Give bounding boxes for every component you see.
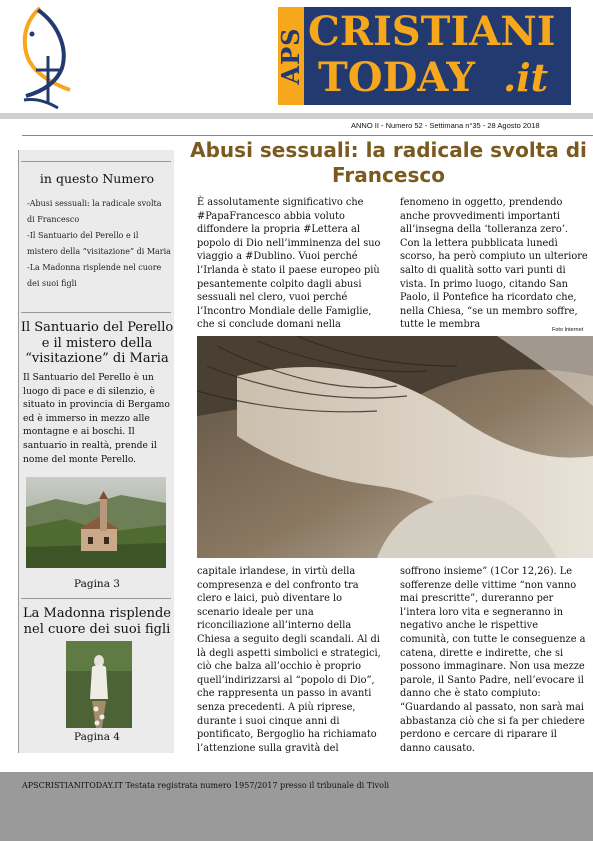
article-title: Abusi sessuali: la radicale svolta di Francesco (190, 138, 587, 187)
article-column-3: capitale irlandese, in virtù della compresenza e del confronto tra clero e laici, può diventare lo scenario ideale per una riconciliazione all’interno della Chiesa a seguito degli scandali. Al di là degli aspetti simbolici e strategici, ciò che balza all’occhio è proprio quell’indirizzarsi al “popolo di Dio”, che rappresenta un passo in avanti senza precedenti. A più riprese, durante i suoi cinque anni di pontificato, Bergoglio ha richiamato l’attenzione sulla gravità del (197, 566, 381, 754)
toc-list (27, 196, 171, 292)
top-rule (22, 135, 593, 136)
masthead-line1: CRISTIANI (308, 8, 556, 55)
masthead-logo[interactable] (278, 7, 571, 105)
masthead-suffix: .it (503, 55, 549, 100)
photo-credit: Foto Internet (552, 327, 584, 333)
sidebar-rule (21, 598, 171, 599)
issue-line: ANNO II - Numero 52 - Settimana n°35 - 28 Agosto 2018 (351, 121, 540, 130)
article-column-2: fenomeno in oggetto, prendendo anche provvedimenti importanti all’insegna della ‘tolleranza zero’. Con la lettera pubblicata lunedì scorso, ha però compiuto un ulteriore salto di qualità sotto vari punti di vista. In primo luogo, citando San Paolo, il Pontefice ha ricordato che, nella Chiesa, “se un membro soffre, tutte le membra (400, 197, 588, 331)
article-column-4: soffrono insieme” (1Cor 12,26). Le sofferenze delle vittime “non vanno mai prescritte”, dureranno per l’intera loro vita e segneranno in negativo anche le rispettive comunità, con tutte le conseguenze a catena, dirette e indirette, che si possono immaginare. Non usa mezze parole, il Santo Padre, nell’evocare il danno che è stato compiuto: “Guardando al passato, non sarà mai abbastanza ciò che si fa per chiedere perdono e cercare di riparare il danno causato. (400, 566, 586, 754)
sidebar-rule (21, 161, 171, 162)
masthead-aps: APS (276, 27, 305, 85)
page-header (0, 0, 593, 113)
story2-page-ref[interactable]: Pagina 3 (74, 578, 120, 590)
page-footer (0, 772, 593, 841)
fish-cross-logo (18, 4, 78, 110)
santuario-photo (26, 477, 166, 568)
toc-item[interactable]: -La Madonna risplende nel cuore dei suoi figli (27, 263, 162, 288)
header-divider (0, 113, 593, 119)
story3-title[interactable]: La Madonna risplende nel cuore dei suoi figli (23, 606, 171, 637)
story3-page-ref[interactable]: Pagina 4 (74, 731, 120, 743)
story2-title[interactable]: Il Santuario del Perello e il mistero della “visitazione” di Maria (20, 320, 174, 366)
article-photo (197, 336, 593, 558)
toc-item[interactable]: -Il Santuario del Perello e il mistero della “visitazione” di Maria (27, 231, 171, 256)
madonna-statue-photo (66, 641, 132, 728)
toc-item[interactable]: -Abusi sessuali: la radicale svolta di Francesco (27, 199, 162, 224)
sidebar (18, 150, 174, 753)
article-column-1: È assolutamente significativo che #PapaFrancesco abbia voluto diffondere la propria #Lettera al popolo di Dio nell’imminenza del suo viaggio a #Dublino. Vuoi perché l’Irlanda è stato il paese europeo più pesantemente colpito dagli abusi sessuali nel clero, vuoi perché l’Incontro Mondiale delle Famiglie, che si conclude domani nella (197, 197, 381, 331)
toc-title: in questo Numero (39, 171, 155, 186)
footer-text: APSCRISTIANITODAY.IT Testata registrata numero 1957/2017 presso il tribunale di Tivoli (22, 781, 390, 790)
sidebar-rule (21, 312, 171, 313)
story2-body: Il Santuario del Perello è un luogo di pace e di silenzio, è situato in provincia di Bergamo ed è immerso in mezzo alle montagne e ai boschi. Il santuario in realtà, prende il nome del monte Perello. (23, 372, 170, 465)
masthead-line2: TODAY (318, 54, 475, 101)
